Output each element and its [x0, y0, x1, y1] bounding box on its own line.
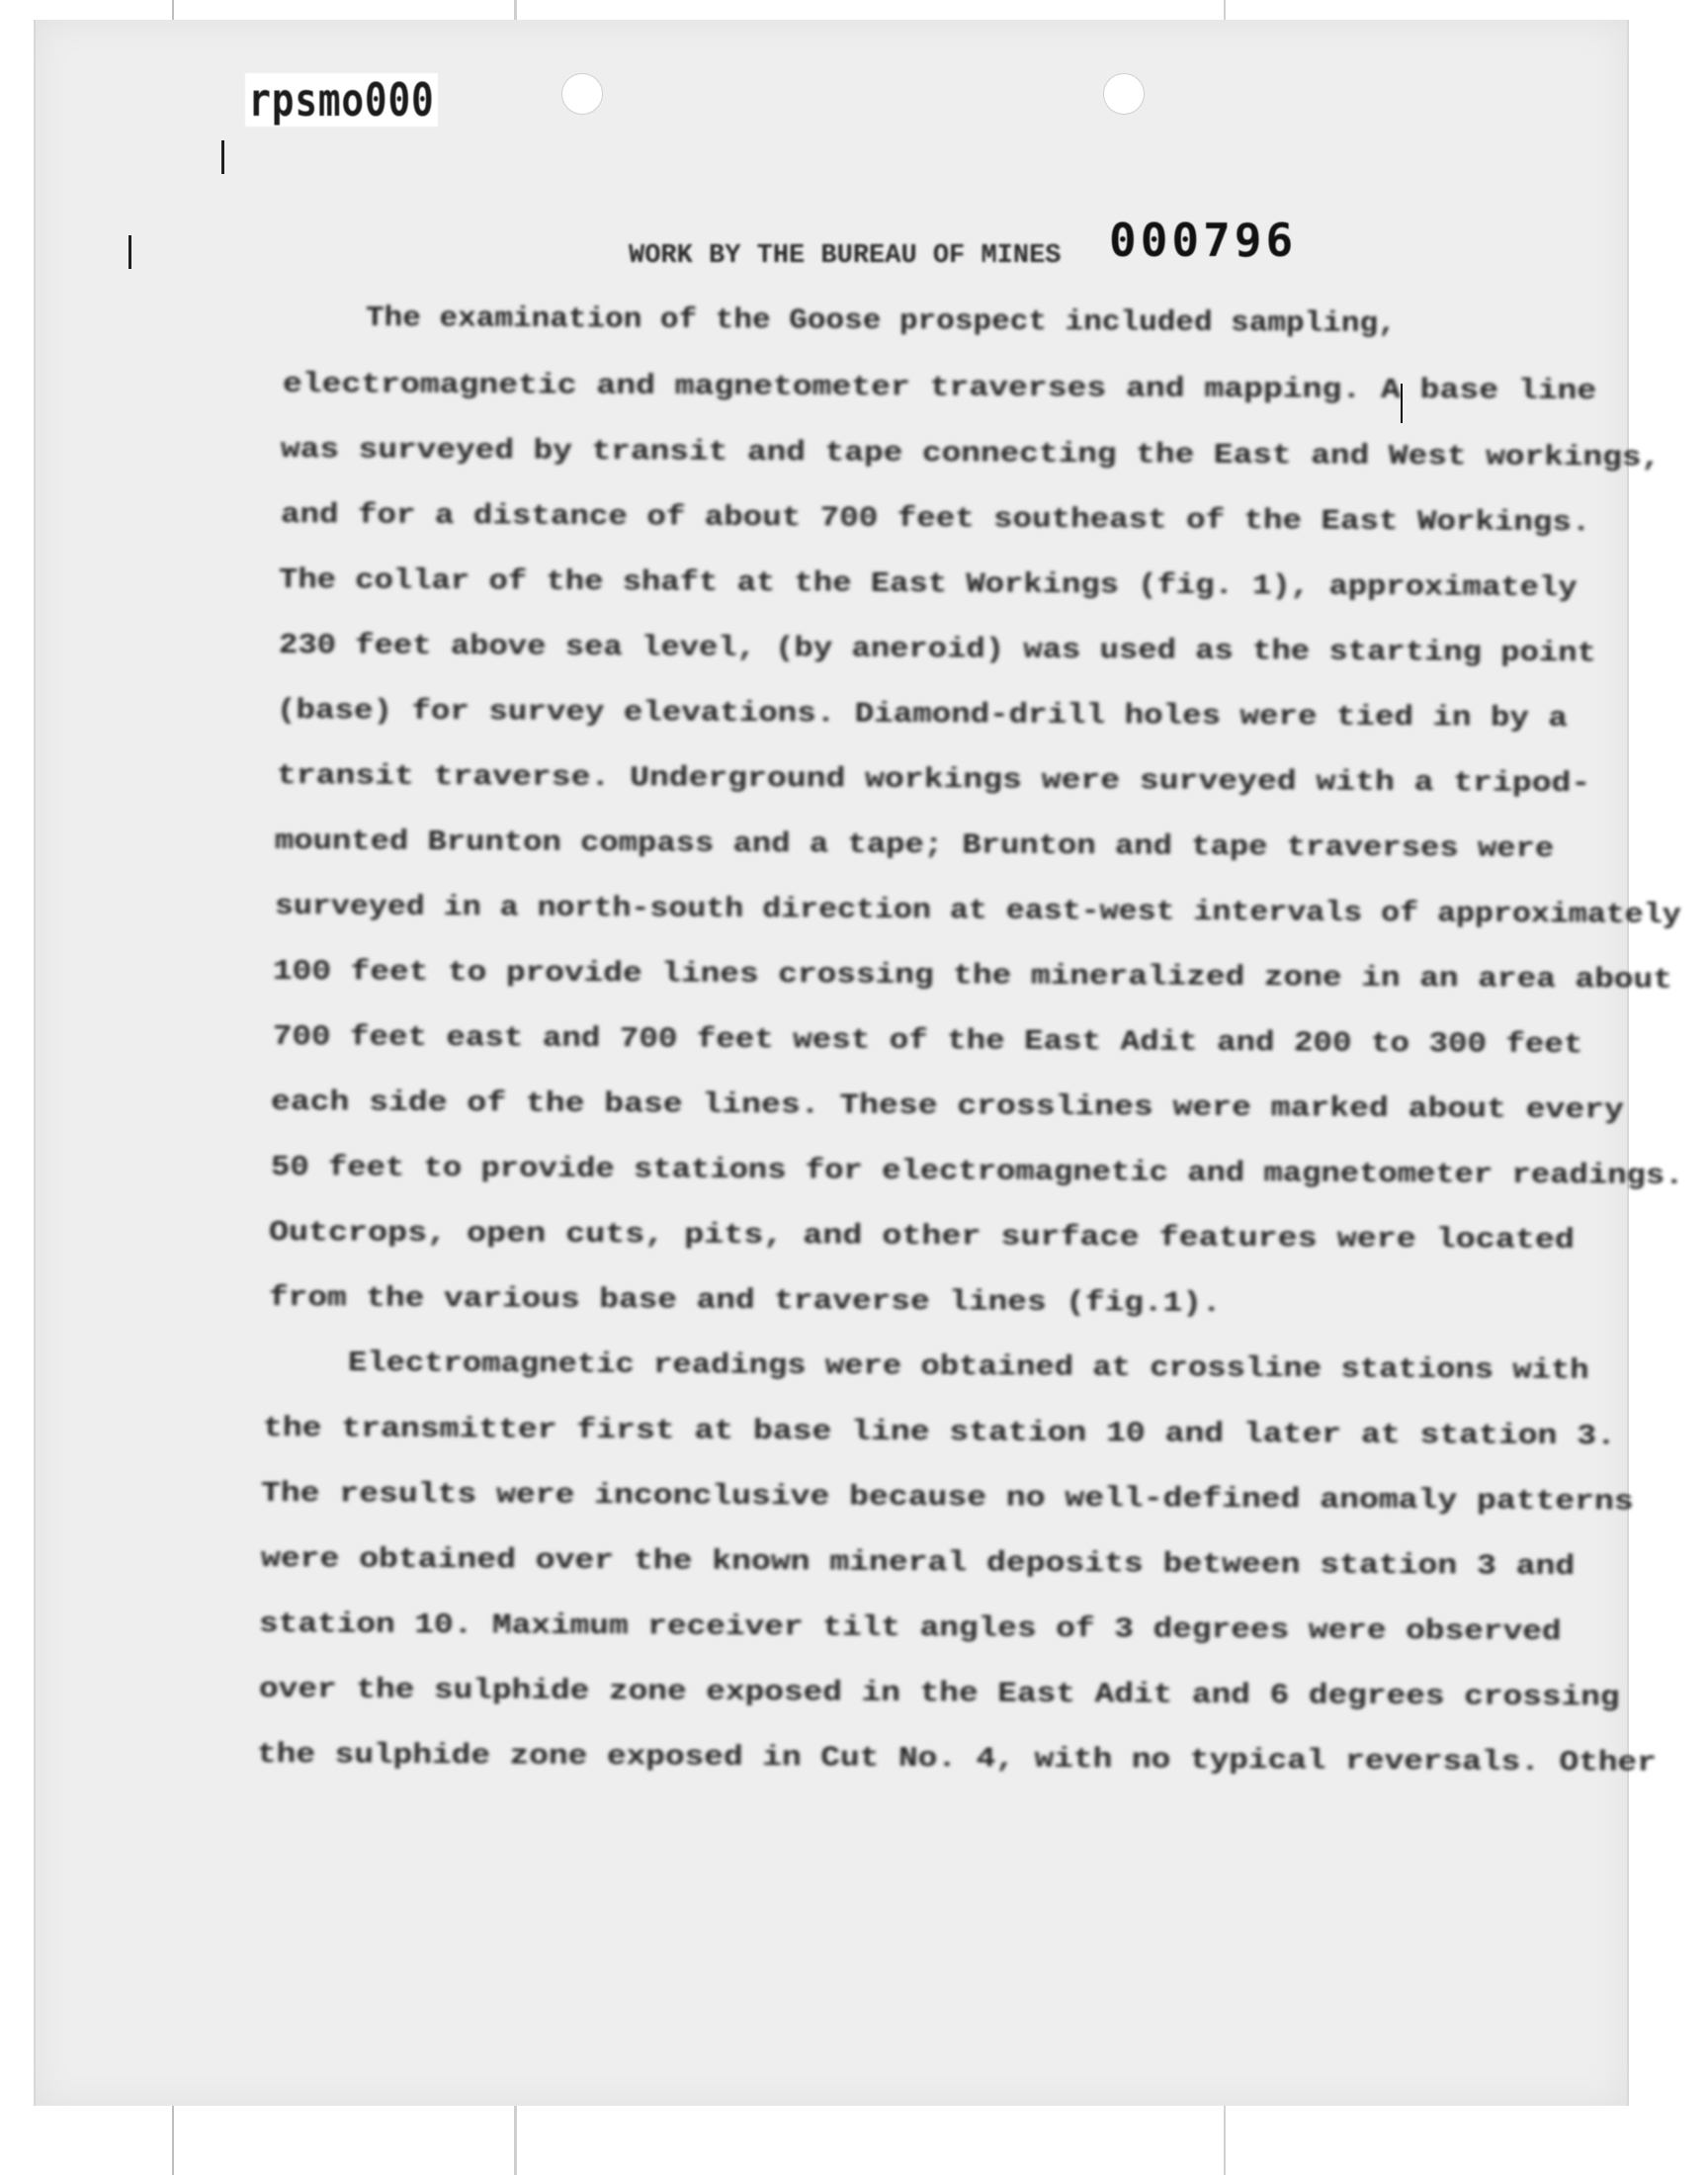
page-number-stamp: 000796 — [1109, 214, 1298, 267]
text-line: The results were inconclusive because no well-defined anomaly patterns — [260, 1477, 1634, 1519]
text-line: The collar of the shaft at the East Workings (fig. 1), approximately — [278, 564, 1578, 605]
text-line: 100 feet to provide lines crossing the mineralized zone in an area about — [272, 955, 1673, 997]
document-stamp-code: rpsmo000 — [245, 73, 438, 127]
text-line: station 10. Maximum receiver tilt angles of 3 degrees were observed — [258, 1608, 1562, 1649]
text-line: and for a distance of about 700 feet southeast of the East Workings. — [280, 498, 1591, 540]
text-line: electromagnetic and magnetometer traverses and mapping. A base line — [282, 368, 1597, 408]
text-line: each side of the base lines. These crosslines were marked about every — [270, 1086, 1625, 1127]
text-line: 230 feet above sea level, (by aneroid) was used as the starting point — [278, 629, 1596, 670]
text-line: Electromagnetic readings were obtained at crossline stations with — [347, 1347, 1589, 1387]
margin-tick — [128, 235, 131, 269]
text-line: the transmitter first at base line station 10 and later at station 3. — [262, 1412, 1617, 1453]
text-line: surveyed in a north-south direction at east-west intervals of approximately — [274, 890, 1681, 932]
punch-hole — [561, 73, 603, 115]
text-line: was surveyed by transit and tape connecting the East and West workings, — [280, 433, 1662, 475]
text-line: transit traverse. Underground workings were surveyed with a tripod- — [276, 759, 1591, 801]
text-line: 700 feet east and 700 feet west of the East Adit and 200 to 300 feet — [272, 1020, 1583, 1062]
text-line: (base) for survey elevations. Diamond-drill holes were tied in by a — [276, 694, 1569, 736]
text-line: were obtained over the known mineral deposits between station 3 and — [260, 1542, 1576, 1584]
text-line: Outcrops, open cuts, pits, and other surface features were located — [268, 1216, 1575, 1258]
document-title: WORK BY THE BUREAU OF MINES — [629, 241, 1062, 271]
text-line: the sulphide zone exposed in Cut No. 4, with no typical reversals. Other — [256, 1738, 1658, 1780]
text-line: The examination of the Goose prospect included sampling, — [365, 302, 1397, 340]
punch-hole — [1103, 73, 1145, 115]
text-line: from the various base and traverse lines (fig.1). — [268, 1281, 1222, 1320]
margin-tick — [221, 140, 224, 174]
text-line: mounted Brunton compass and a tape; Brunton and tape traverses were — [274, 825, 1555, 866]
text-line: over the sulphide zone exposed in the East Adit and 6 degrees crossing — [258, 1673, 1620, 1714]
text-line: 50 feet to provide stations for electromagnetic and magnetometer readings. — [270, 1151, 1684, 1192]
